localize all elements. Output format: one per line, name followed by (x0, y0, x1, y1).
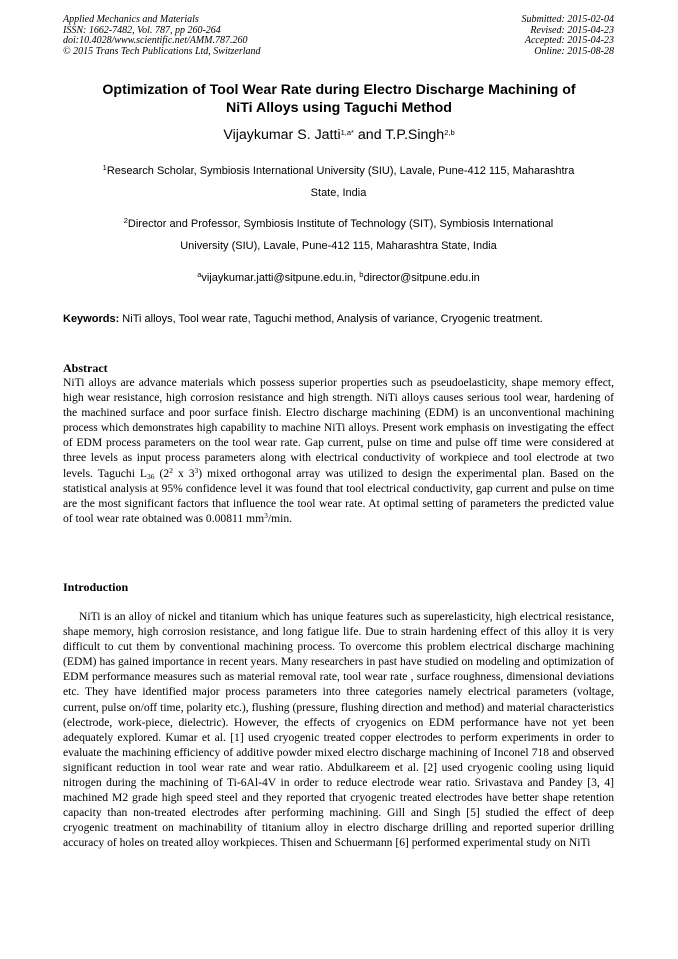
abstract-part-3: x 3 (172, 466, 195, 480)
unit-exponent: 3 (264, 510, 268, 520)
keywords (63, 313, 614, 327)
journal-info (63, 15, 261, 57)
affiliation-1-line-2: State, India (310, 187, 367, 199)
email-b-marker: b (359, 270, 364, 279)
abstract-part-4: ) mixed orthogonal array was utilized to design the experimental plan. Based on the statistical analysis at 95% confidence level it was found that tool electrical conductivity, gap current and pulse on time are the most significant factors that influence the tool wear rate. At optimal setting of parameters the predicted value of tool wear rate obtained was 0.00811 mm (63, 466, 614, 525)
date-online: Online: 2015-08-28 (534, 45, 614, 57)
exponent-1: 2 (169, 465, 173, 475)
introduction-text: NiTi is an alloy of nickel and titanium which has unique features such as superelasticity, high electrical resistance, shape memory, high corrosion resistance, and long fatigue life. Due to strain hardening effect of this alloy it is very difficult to cut them by conventional machining process. To overcome this problem electrical discharge machining (EDM) has gained importance in recent years. Many researchers in past have studied on modeling and optimization of EDM performance measures such as material removal rate, tool wear rate , surface roughness, dimensional deviations etc. They have identified major process parameters into three categories namely electrical parameters (voltage, current, pulse on/off time, polarity etc.), flushing (pressure, flushing direction and method) and material characteristics (electrode, work-piece, dielectric). However, the effects of cryogenics on EDM performance have not yet been adequately explored. Kumar et al. [1] used cryogenic treated copper electrodes to perform experiments in order to evaluate the machining efficiency of additive powder mixed electro discharge machining of Inconel 718 and observed significant reduction in tool wear rate and wear ratio. Abdulkareem et al. [2] used cryogenic cooling using liquid nitrogen during the machining of Ti-6Al-4V in order to reduce electrode wear ratio. Srivastava and Pandey [3, 4] machined M2 grade high speed steel and they reported that cryogenic treated electrodes have better shape retention capacity than non-treated electrodes after performing machining. Gill and Singh [5] studied the effect of deep cryogenic treatment on machinability of titanium alloy in electro discharge drilling and reported superior drilling accuracy of holes on treated alloy workpieces. Thisen and Schuermann [6] performed experimental study on NiTi (63, 610, 614, 850)
date-accepted: Accepted: 2015-04-23 (524, 35, 614, 46)
abstract-part-2: (2 (154, 466, 170, 480)
paper-title (40, 82, 638, 117)
introduction-heading: Introduction (63, 580, 129, 594)
abstract-part-5: /min. (267, 511, 293, 525)
exponent-2: 3 (194, 465, 199, 475)
affiliation-2 (63, 213, 614, 257)
keywords-label: Keywords: (63, 313, 120, 325)
affiliation-1-marker: 1 (102, 163, 107, 172)
abstract-part-1: NiTi alloys are advance materials which possess superior properties such as pseudoelasticity, shape memory effect, high wear resistance, high corrosion resistance and high strength. NiTi alloys causes serious tool wear, hardening of the machined surface and poor surface finish. Electro discharge machining (EDM) is an unconventional machining process which demonstrates high capability to machine NiTi alloys. Present work emphasis on investigating the effect of EDM process parameters on the tool wear rate. Gap current, pulse on time and pulse off time were considered at three levels as input process parameters along with electrical conductivity of workpiece and tool electrode at two levels. Taguchi L (63, 376, 614, 480)
journal-issn: ISSN: 1662-7482, Vol. 787, pp 260-264 (63, 24, 221, 36)
author-1-marker: 1,a* (340, 128, 354, 137)
abstract-heading: Abstract (63, 361, 108, 375)
affiliation-1-line-1: Research Scholar, Symbiosis International University (SIU), Lavale, Pune-412 115, Maharashtra (106, 165, 575, 177)
title-line-1: Optimization of Tool Wear Rate during Electro Discharge Machining of (102, 82, 576, 98)
title-line-2: NiTi Alloys using Taguchi Method (226, 99, 452, 116)
author-line (40, 127, 638, 144)
author-2: T.P.Singh (385, 127, 445, 143)
date-revised: Revised: 2015-04-23 (530, 24, 614, 36)
author-conjunction: and (353, 127, 386, 143)
author-emails (63, 271, 614, 285)
email-a-link[interactable]: vijaykumar.jatti@sitpune.edu.in, (201, 272, 360, 284)
submission-dates (522, 15, 615, 57)
affiliation-2-line-1: Director and Professor, Symbiosis Institute of Technology (SIT), Symbiosis International (127, 218, 554, 230)
journal-doi: doi:10.4028/www.scientific.net/AMM.787.260 (63, 35, 248, 46)
date-submitted: Submitted: 2015-02-04 (521, 14, 614, 25)
email-a-marker: a (197, 270, 202, 279)
keywords-text: NiTi alloys, Tool wear rate, Taguchi method, Analysis of variance, Cryogenic treatment. (119, 313, 543, 325)
affiliation-2-line-2: University (SIU), Lavale, Pune-412 115, Maharashtra State, India (180, 240, 497, 252)
author-1: Vijaykumar S. Jatti (223, 127, 341, 143)
author-2-marker: 2,b (444, 128, 455, 137)
email-b-link[interactable]: director@sitpune.edu.in (363, 272, 480, 284)
journal-copyright: © 2015 Trans Tech Publications Ltd, Switzerland (63, 45, 261, 57)
affiliation-1 (63, 160, 614, 204)
orthogonal-array-subscript: 36 (147, 471, 155, 481)
affiliation-2-marker: 2 (123, 216, 128, 225)
abstract-text (63, 375, 614, 526)
journal-name: Applied Mechanics and Materials (63, 14, 199, 25)
